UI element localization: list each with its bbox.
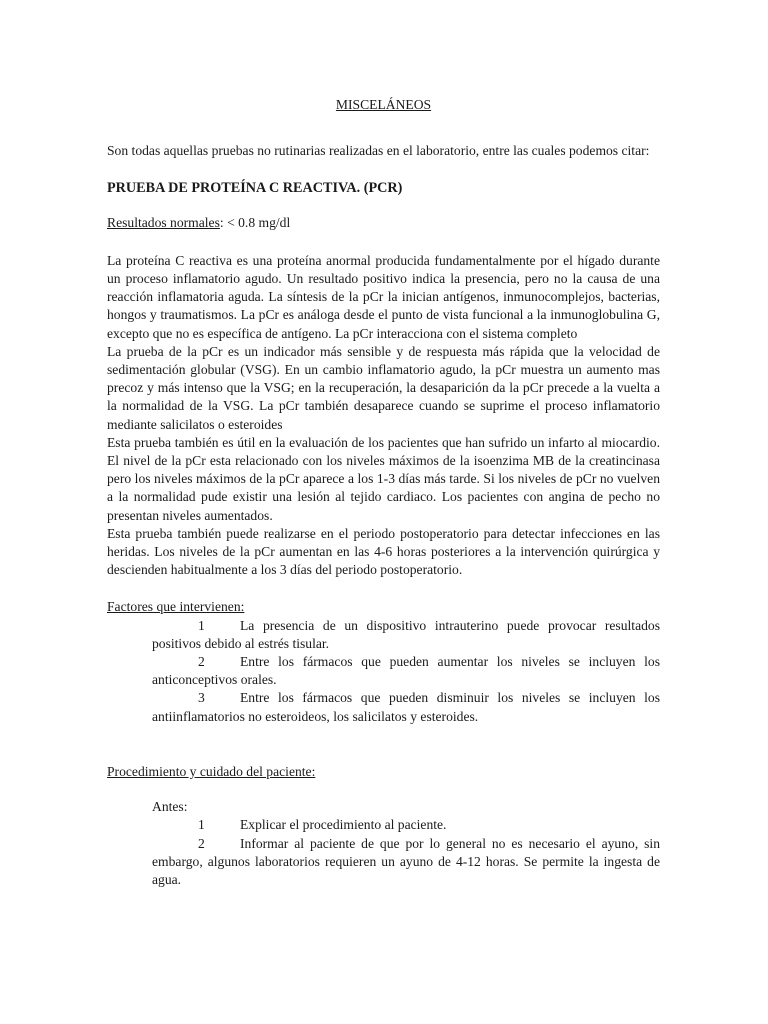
list-item [152, 816, 660, 834]
before-steps-list [152, 816, 660, 889]
document-page [107, 96, 660, 889]
factors-list [152, 617, 660, 726]
list-item-text: Entre los fármacos que pueden disminuir los niveles se incluyen los antiinflamatorios no esteroideos, los salicilatos y esteroides. [152, 690, 660, 724]
body-paragraph: La proteína C reactiva es una proteína anormal producida fundamentalmente por el hígado durante un proceso inflamatorio agudo. Un resultado positivo indica la presencia, pero no la causa de una reacción inflamatoria aguda. La síntesis de la pCr la inician antígenos, inmunocomplejos, bacterias, hongos y traumatismos. La pCr es análoga desde el punto de vista funcional a la inmunoglobulina G, excepto que no es específica de antígeno. La pCr interacciona con el sistema completo [107, 252, 660, 341]
normal-results-value: : < 0.8 mg/dl [219, 214, 291, 230]
list-item-text: Entre los fármacos que pueden aumentar los niveles se incluyen los anticonceptivos orales. [152, 654, 660, 688]
before-section [152, 798, 660, 889]
list-item [152, 835, 660, 890]
list-item [152, 689, 660, 725]
procedure-label [107, 763, 660, 781]
before-label: Antes: [152, 799, 188, 815]
list-item-number: 2 [198, 654, 205, 670]
list-item [152, 653, 660, 689]
body-paragraph: La prueba de la pCr es un indicador más sensible y de respuesta más rápida que la velocidad de sedimentación globular (VSG). En un cambio inflamatorio agudo, la pCr muestra un aumento mas precoz y más intenso que la VSG; en la recuperación, la desaparición da la pCr precede a la vuelta a la normalidad de la VSG. La pCr también desaparece cuando se suprime el proceso inflamatorio mediante salicilatos o esteroides [107, 343, 660, 432]
list-item-number: 2 [198, 835, 205, 851]
spacer [107, 726, 660, 763]
body-paragraphs [107, 252, 660, 580]
normal-results-label: Resultados normales [107, 214, 220, 230]
body-paragraph: Esta prueba también es útil en la evaluación de los pacientes que han sufrido un infarto al miocardio. El nivel de la pCr esta relacionado con los niveles máximos de la isoenzima MB de la creatincinasa pero los niveles máximos de la pCr aparece a los 1-3 días más tarde. Si los niveles de pCr no vuelven a la normalidad pude existir una lesión al tejido cardiaco. Los pacientes con angina de pecho no presentan niveles aumentados. [107, 434, 660, 523]
list-item-text: Informar al paciente de que por lo general no es necesario el ayuno, sin embargo, algunos laboratorios requieren un ayuno de 4-12 horas. Se permite la ingesta de agua. [152, 835, 660, 887]
factors-label: Factores que intervienen: [107, 599, 245, 615]
list-item [152, 617, 660, 653]
procedure-label-text: Procedimiento y cuidado del paciente: [107, 763, 316, 779]
list-item-text: Explicar el procedimiento al paciente. [240, 817, 447, 833]
list-item-text: La presencia de un dispositivo intrauterino puede provocar resultados positivos debido al estrés tisular. [152, 617, 660, 651]
section-heading: PRUEBA DE PROTEÍNA C REACTIVA. (PCR) [107, 180, 403, 197]
page-title: MISCELÁNEOS [335, 97, 432, 112]
list-item-number: 3 [198, 690, 205, 706]
intro-paragraph: Son todas aquellas pruebas no rutinarias realizadas en el laboratorio, entre las cuales podemos citar: [107, 143, 650, 159]
body-paragraph: Esta prueba también puede realizarse en el periodo postoperatorio para detectar infecciones en las heridas. Los niveles de la pCr aumentan en las 4-6 horas posteriores a la intervención quirúrgica y descienden habitualmente a los 3 días del periodo postoperatorio. [107, 525, 660, 578]
list-item-number: 1 [198, 817, 205, 833]
normal-results [107, 214, 660, 232]
list-item-number: 1 [198, 617, 205, 633]
